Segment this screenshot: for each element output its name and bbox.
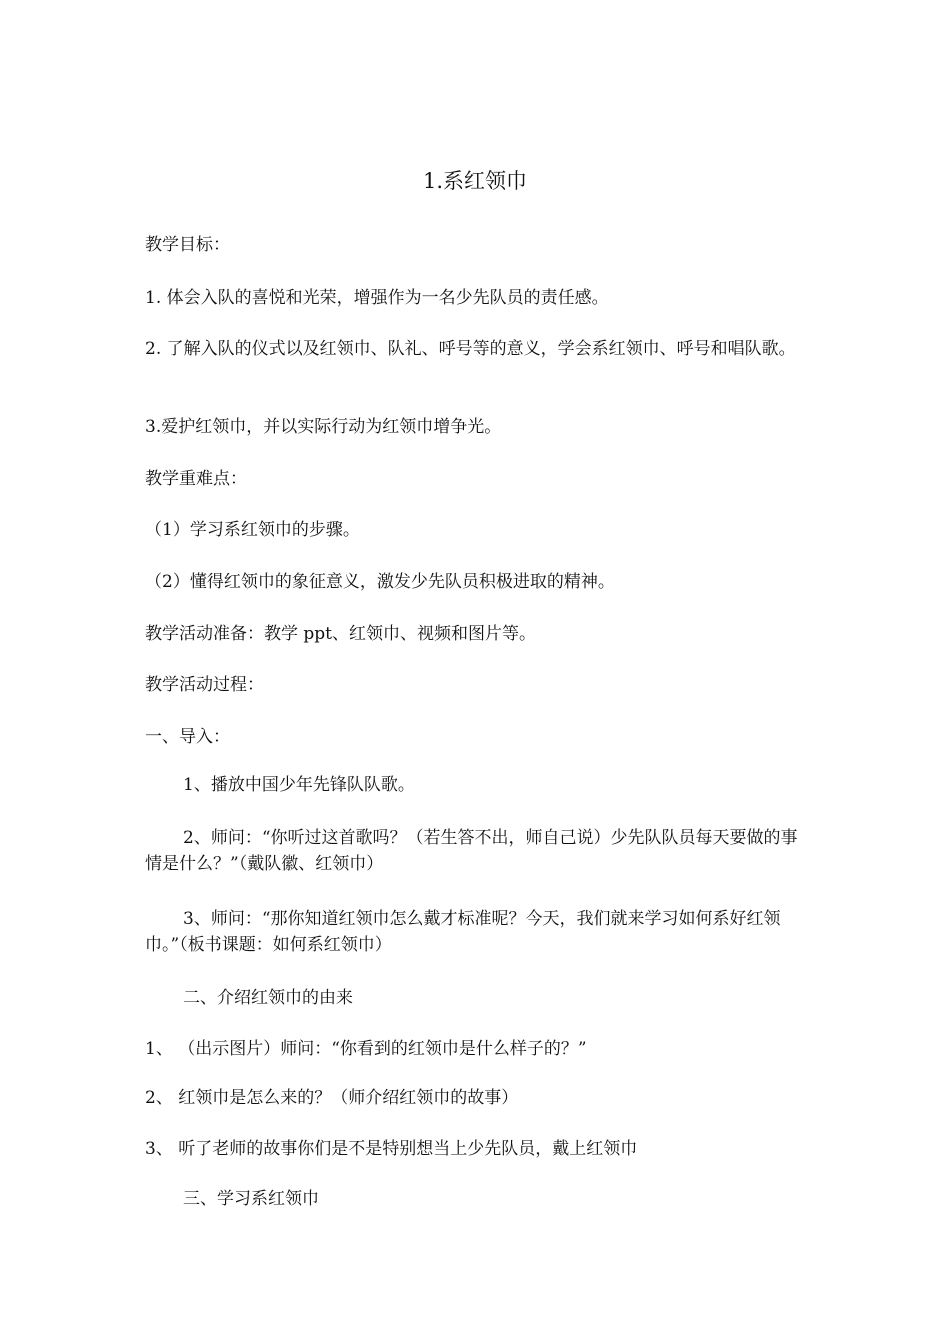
section-1-item-2: 2、师问：“你听过这首歌吗？（若生答不出，师自己说）少先队队员每天要做的事情是什么？”（戴队徽、红领巾） bbox=[145, 828, 798, 874]
process-heading: 教学活动过程： bbox=[145, 675, 264, 695]
section-1-heading: 一、导入： bbox=[145, 727, 230, 747]
key-points-heading: 教学重难点： bbox=[145, 469, 247, 489]
section-2-item-2: 2、 红领巾是怎么来的？（师介绍红领巾的故事） bbox=[145, 1088, 519, 1108]
document-title: 1.系红领巾 bbox=[422, 169, 528, 193]
key-point-1: （1）学习系红领巾的步骤。 bbox=[145, 520, 360, 540]
section-1-item-3: 3、师问：“那你知道红领巾怎么戴才标准呢？今天，我们就来学习如何系好红领巾。”（板书课题：如何系红领巾） bbox=[145, 909, 781, 955]
section-3-heading: 三、学习系红领巾 bbox=[183, 1189, 319, 1209]
objectives-heading: 教学目标： bbox=[145, 235, 230, 255]
objective-1: 1. 体会入队的喜悦和光荣，增强作为一名少先队员的责任感。 bbox=[145, 288, 609, 308]
section-2-heading: 二、介绍红领巾的由来 bbox=[183, 988, 353, 1008]
objective-3: 3.爱护红领巾，并以实际行动为红领巾增争光。 bbox=[145, 417, 502, 437]
preparation-text: 教学活动准备：教学 ppt、红领巾、视频和图片等。 bbox=[145, 624, 536, 644]
objective-2: 2. 了解入队的仪式以及红领巾、队礼、呼号等的意义，学会系红领巾、呼号和唱队歌。 bbox=[145, 339, 796, 359]
section-2-item-1: 1、 （出示图片）师问：“你看到的红领巾是什么样子的？” bbox=[145, 1039, 587, 1059]
section-1-item-1: 1、播放中国少年先锋队队歌。 bbox=[183, 775, 415, 795]
section-2-item-3: 3、 听了老师的故事你们是不是特别想当上少先队员，戴上红领巾 bbox=[145, 1139, 638, 1159]
key-point-2: （2）懂得红领巾的象征意义，激发少先队员积极进取的精神。 bbox=[145, 572, 615, 592]
